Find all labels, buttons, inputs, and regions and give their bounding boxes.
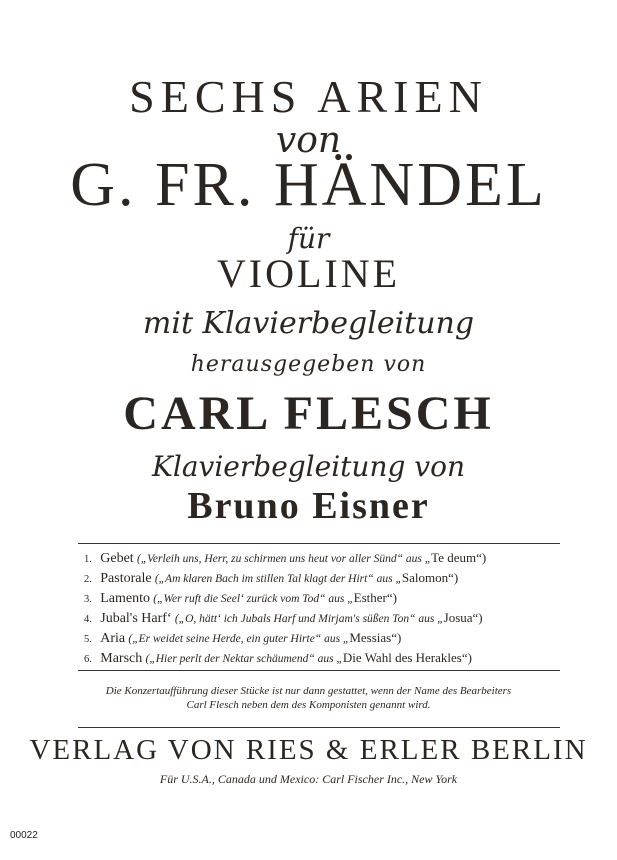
aria-source: Salomon“) <box>401 570 459 585</box>
aria-quote: („Wer ruft die Seel‘ zurück vom Tod“ aus „ <box>153 593 354 605</box>
list-item <box>84 588 564 608</box>
performance-notice <box>0 684 617 712</box>
aria-title: Lamento <box>100 591 151 606</box>
editor-intro: herausgegeben von <box>190 352 427 377</box>
aria-list <box>84 548 564 668</box>
aria-quote: („Verleih uns, Herr, zu schirmen uns heut vor aller Sünd“ aus „ <box>136 553 432 565</box>
accompanist-intro: Klavierbegleitung von <box>151 450 466 483</box>
aria-number: 4. <box>84 614 92 625</box>
aria-title: Gebet <box>100 551 134 566</box>
title-line-fur: für <box>287 222 330 255</box>
aria-number: 6. <box>84 654 92 665</box>
composer-name: G. FR. HÄNDEL <box>70 151 547 219</box>
aria-title: Jubal's Harf‘ <box>100 611 172 626</box>
aria-quote: („Er weidet seine Herde, ein guter Hirte“ aus „ <box>128 633 350 645</box>
aria-quote: („Hier perlt der Nektar schäumend“ aus „ <box>145 653 343 665</box>
list-item <box>84 608 564 628</box>
aria-source: Josua“) <box>443 610 483 625</box>
instrument-name: VIOLINE <box>216 251 401 296</box>
aria-title: Pastorale <box>100 571 152 586</box>
notice-line-2: Carl Flesch neben dem des Komponisten genannt wird. <box>186 699 431 711</box>
aria-source: Te deum“) <box>431 550 487 565</box>
divider-bottom <box>78 727 560 728</box>
aria-number: 2. <box>84 574 92 585</box>
divider-top <box>78 543 560 544</box>
accompanist-name: Bruno Eisner <box>187 485 430 527</box>
list-item <box>84 568 564 588</box>
list-item <box>84 628 564 648</box>
aria-source: Messias“) <box>349 630 402 645</box>
accompaniment-line: mit Klavierbegleitung <box>142 306 475 341</box>
aria-number: 1. <box>84 554 92 565</box>
aria-title: Marsch <box>100 651 143 666</box>
publisher-name: VERLAG VON RIES & ERLER BERLIN <box>29 734 588 766</box>
aria-source: Esther“) <box>353 590 397 605</box>
aria-number: 3. <box>84 594 92 605</box>
notice-line-1: Die Konzertaufführung dieser Stücke ist nur dann gestattet, wenn der Name des Bearbeiters <box>105 685 512 697</box>
title-line-von: von <box>275 120 342 161</box>
us-distribution-note: Für U.S.A., Canada und Mexico: Carl Fischer Inc., New York <box>159 772 458 786</box>
aria-quote: („Am klaren Bach im stillen Tal klagt der Hirt“ aus „ <box>154 573 402 585</box>
aria-quote: („O, hätt‘ ich Jubals Harf und Mirjam's süßen Ton“ aus „ <box>174 613 444 625</box>
title-line-sechs-arien: SECHS ARIEN <box>129 71 488 122</box>
divider-middle <box>78 670 560 671</box>
editor-name: CARL FLESCH <box>123 387 494 440</box>
aria-number: 5. <box>84 634 92 645</box>
plate-number: 00022 <box>10 830 38 841</box>
list-item <box>84 548 564 568</box>
aria-source: Die Wahl des Herakles“) <box>342 650 472 665</box>
aria-title: Aria <box>100 631 126 646</box>
list-item <box>84 648 564 668</box>
